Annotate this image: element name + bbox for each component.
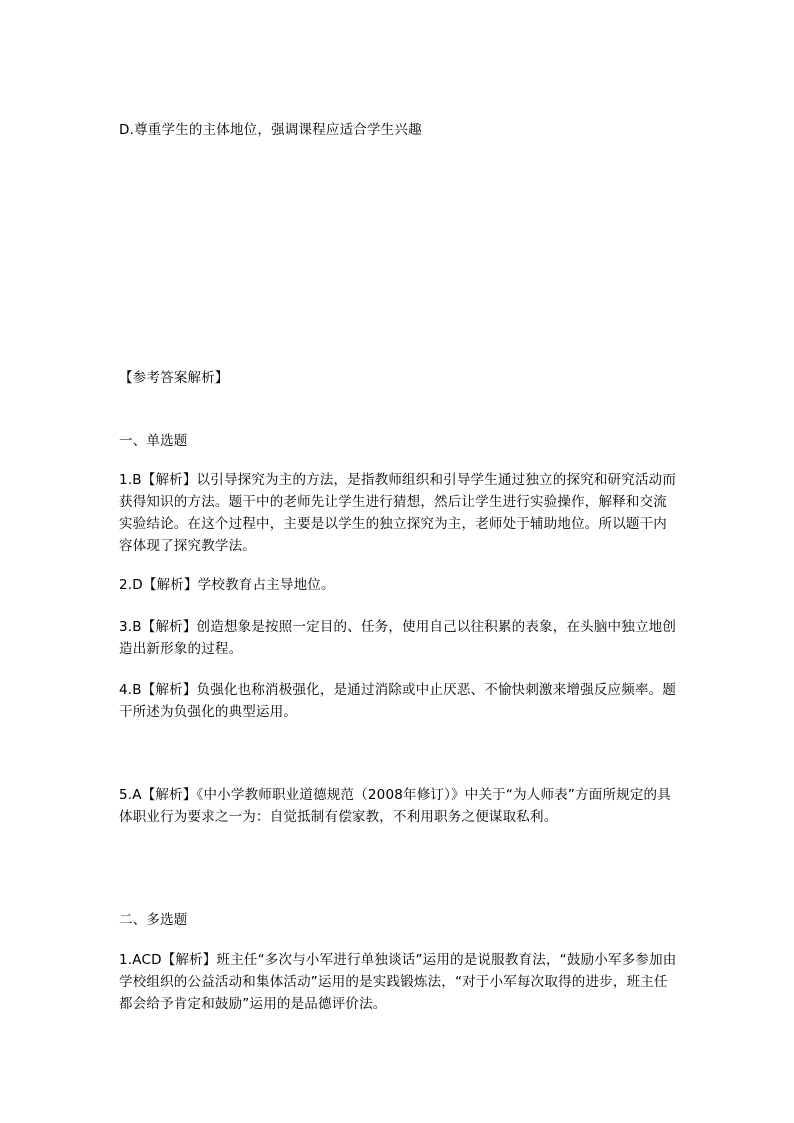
single-answer-5 — [119, 784, 679, 828]
section-multi-heading — [119, 909, 679, 931]
section-multi-text: 二、多选题 — [119, 912, 188, 928]
single-answer-2-text: 2.D【解析】学校教育占主导地位。 — [119, 577, 335, 593]
option-d — [119, 119, 679, 141]
single-answer-5-text: 5.A【解析】《中小学教师职业道德规范（2008年修订）》中关于“为人师表”方面所规定的具体职业行为要求之一为：自觉抵制有偿家教，不利用职务之便谋取私利。 — [119, 787, 671, 825]
single-answer-3-text: 3.B【解析】创造想象是按照一定目的、任务，使用自己以往积累的表象，在头脑中独立地创造出新形象的过程。 — [119, 619, 677, 657]
answer-heading-text: 【参考答案解析】 — [119, 370, 229, 386]
single-answer-3 — [119, 616, 679, 660]
single-answer-2 — [119, 574, 679, 596]
multi-answer-1 — [119, 949, 679, 1015]
section-single-text: 一、单选题 — [119, 433, 188, 449]
section-single-heading — [119, 430, 679, 452]
single-answer-4 — [119, 679, 679, 723]
single-answer-1-text: 1.B【解析】以引导探究为主的方法，是指教师组织和引导学生通过独立的探究和研究活动而获得知识的方法。题干中的老师先让学生进行猜想，然后让学生进行实验操作，解释和交流实验结论。在这个过程中，主要是以学生的独立探究为主，老师处于辅助地位。所以题干内容体现了探究教学法。 — [119, 472, 677, 554]
single-answer-4-text: 4.B【解析】负强化也称消极强化，是通过消除或中止厌恶、不愉快刺激来增强反应频率。题干所述为负强化的典型运用。 — [119, 682, 677, 720]
multi-answer-1-text: 1.ACD【解析】班主任“多次与小军进行单独谈话”运用的是说服教育法，“鼓励小军多参加由学校组织的公益活动和集体活动”运用的是实践锻炼法，“对于小军每次取得的进步，班主任都会给予肯定和鼓励”运用的是品德评价法。 — [119, 952, 677, 1012]
option-d-text: D.尊重学生的主体地位，强调课程应适合学生兴趣 — [119, 122, 422, 138]
single-answer-1 — [119, 469, 679, 557]
answer-heading — [119, 367, 679, 389]
